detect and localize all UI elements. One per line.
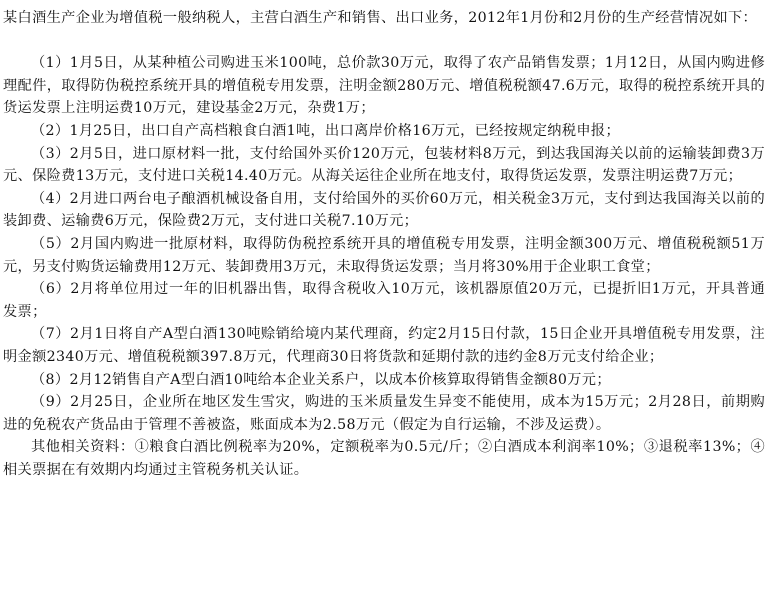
item-2: （2）1月25日，出口自产高档粮食白酒1吨，出口离岸价格16万元，已经按规定纳税申报； xyxy=(31,122,620,139)
item-5: （5）2月国内购进一批原材料，取得防伪税控系统开具的增值税专用发票，注明金额300万元、增值税税额51万元，另支付购货运输费用12万元、装卸费用3万元，未取得货运发票；当月将30%用于企业职工食堂； xyxy=(3,235,765,275)
item-6: （6）2月将单位用过一年的旧机器出售，取得含税收入10万元，该机器原值20万元，已提折旧1万元，开具普通发票； xyxy=(3,281,765,320)
other-info-paragraph: 其他相关资料：①粮食白酒比例税率为20%，定额税率为0.5元/斤；②白酒成本利润率10%；③退税率13%；④相关票据在有效期内均通过主管税务机关认证。 xyxy=(3,439,765,478)
item-3: （3）2月5日，进口原材料一批，支付给国外买价120万元，包装材料8万元，到达我国海关以前的运输装卸费3万元、保险费13万元，支付进口关税14.40万元。从海关运往企业所在地支付，取得货运发票，发票注明运费7万元； xyxy=(3,145,765,185)
blank-line xyxy=(3,30,765,53)
item-7: （7）2月1日将自产A型白酒130吨赊销给境内某代理商，约定2月15日付款，15日企业开具增值税专用发票，注明金额2340万元、增值税税额397.8万元，代理商30日将货款和延期付款的违约金8万元支付给企业； xyxy=(3,326,765,365)
intro-paragraph: 某白酒生产企业为增值税一般纳税人，主营白酒生产和销售、出口业务，2012年1月份和2月份的生产经营情况如下： xyxy=(3,10,758,26)
item-8: （8）2月12销售自产A型白酒10吨给本企业关系户，以成本价核算取得销售金额80万元； xyxy=(31,371,611,388)
item-1: （1）1月5日，从某种植公司购进玉米100吨，总价款30万元，取得了农产品销售发票；1月12日，从国内购进修理配件，取得防伪税控系统开具的增值税专用发票，注明金额280万元、增值税税额47.6万元，取得的税控系统开具的货运发票上注明运费10万元，建设基金2万元，杂费1万； xyxy=(3,55,765,117)
item-4: （4）2月进口两台电子酿酒机械设备自用，支付给国外的买价60万元，相关税金3万元，支付到达我国海关以前的装卸费、运输费6万元，保险费2万元，支付进口关税7.10万元； xyxy=(3,190,765,230)
item-9: （9）2月25日，企业所在地区发生雪灾，购进的玉米质量发生异变不能使用，成本为15万元；2月28日，前期购进的免税农产货品由于管理不善被盗，账面成本为2.58万元（假定为自行运输，不涉及运费）。 xyxy=(3,394,765,433)
document-body xyxy=(3,0,765,481)
